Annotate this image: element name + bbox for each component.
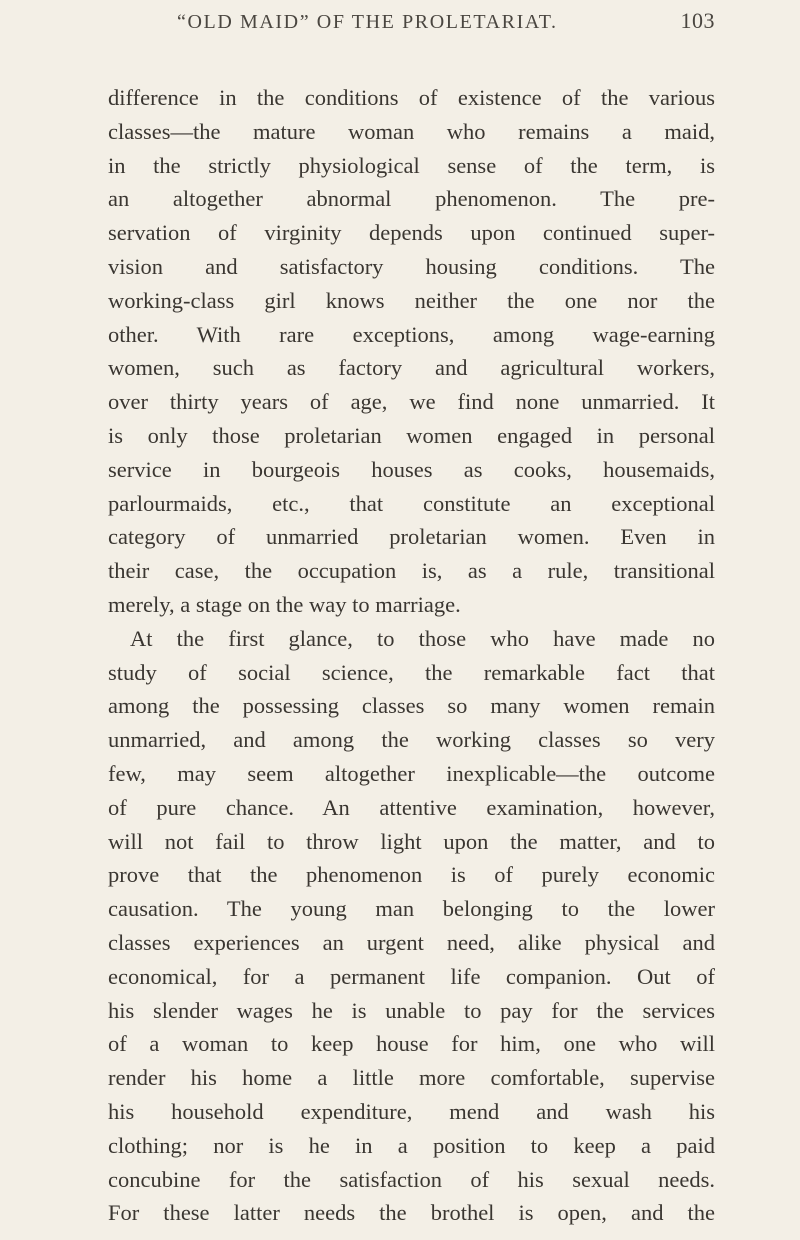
text-line: few, may seem altogether inexplicable—the outcome <box>108 760 715 786</box>
text-line: of a woman to keep house for him, one who will <box>108 1031 715 1057</box>
text-line: will not fail to throw light upon the matter, and to <box>108 828 715 854</box>
text-line: other. With rare exceptions, among wage-earning <box>108 321 715 347</box>
text-line: clothing; nor is he in a position to keep a paid <box>108 1132 715 1158</box>
text-line: service in bourgeois houses as cooks, housemaids, <box>108 456 715 482</box>
text-line: working-class girl knows neither the one nor the <box>108 287 715 313</box>
text-line: in the strictly physiological sense of the term, is <box>108 152 715 178</box>
text-line: unmarried, and among the working classes so very <box>108 727 715 753</box>
text-line: is only those proletarian women engaged in personal <box>108 422 715 448</box>
text-line: his slender wages he is unable to pay for the services <box>108 997 715 1023</box>
text-line: their case, the occupation is, as a rule, transitional <box>108 558 715 584</box>
text-line: classes experiences an urgent need, alike physical and <box>108 929 715 955</box>
text-line: For these latter needs the brothel is open, and the <box>108 1200 715 1226</box>
text-line: servation of virginity depends upon continued super- <box>108 220 715 246</box>
text-line: over thirty years of age, we find none unmarried. It <box>108 389 715 415</box>
body-text <box>108 81 715 1230</box>
text-line-paragraph-end: merely, a stage on the way to marriage. <box>108 591 461 617</box>
text-line: concubine for the satisfaction of his sexual needs. <box>108 1166 715 1192</box>
page-number: 103 <box>680 8 715 33</box>
text-line: category of unmarried proletarian women. Even in <box>108 524 715 550</box>
text-line: study of social science, the remarkable fact that <box>108 659 715 685</box>
running-header <box>177 8 715 34</box>
text-line: difference in the conditions of existence of the various <box>108 85 715 110</box>
running-title: “OLD MAID” OF THE PROLETARIAT. <box>177 11 558 33</box>
text-line: render his home a little more comfortable, supervise <box>108 1065 715 1091</box>
text-line: women, such as factory and agricultural workers, <box>108 355 715 381</box>
text-line: vision and satisfactory housing conditions. The <box>108 253 715 279</box>
text-line: prove that the phenomenon is of purely economic <box>108 862 715 888</box>
text-line: his household expenditure, mend and wash his <box>108 1098 715 1124</box>
text-line: an altogether abnormal phenomenon. The pre- <box>108 186 715 212</box>
text-line: of pure chance. An attentive examination, however, <box>108 794 715 820</box>
text-line: causation. The young man belonging to the lower <box>108 896 715 922</box>
text-line: classes—the mature woman who remains a maid, <box>108 118 715 144</box>
text-line: economical, for a permanent life companion. Out of <box>108 963 715 989</box>
text-line-paragraph-start: At the first glance, to those who have made no <box>130 625 715 651</box>
text-line: parlourmaids, etc., that constitute an exceptional <box>108 490 715 516</box>
text-line: among the possessing classes so many women remain <box>108 693 715 719</box>
